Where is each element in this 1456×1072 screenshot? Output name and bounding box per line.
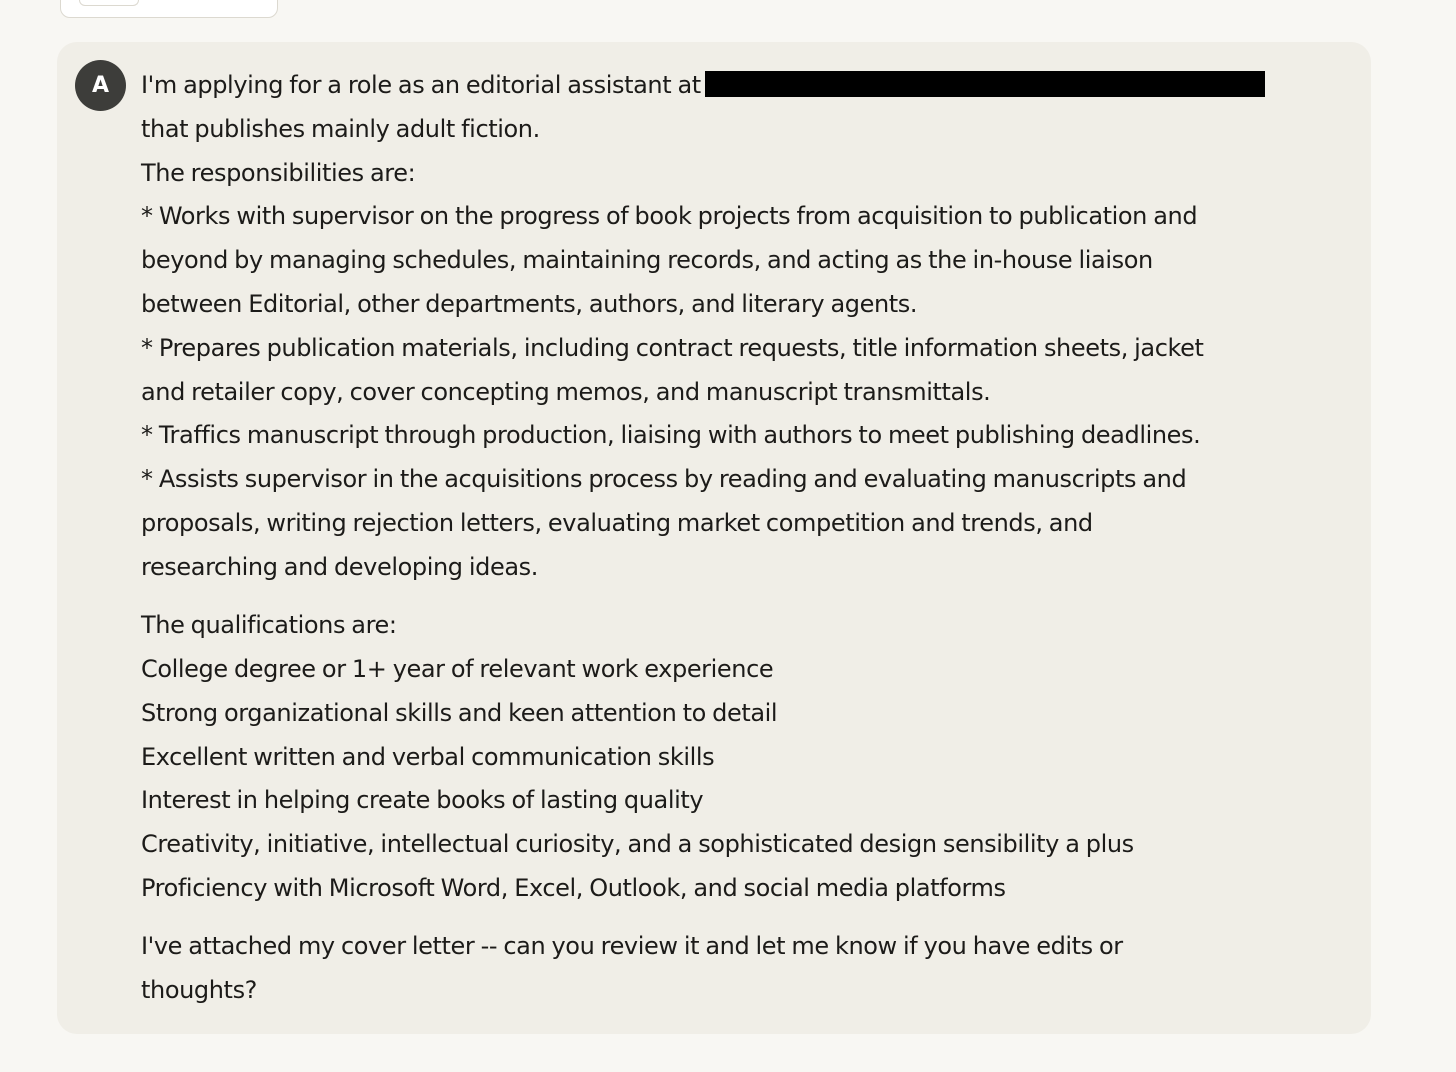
qualification-item: Excellent written and verbal communication skills — [141, 742, 715, 771]
attachment-thumbnail — [79, 0, 139, 6]
responsibilities-line: proposals, writing rejection letters, evaluating market competition and trends, and — [141, 508, 1093, 537]
responsibilities-line: * Prepares publication materials, including contract requests, title information sheets, jacket — [141, 333, 1204, 362]
responsibilities-line: researching and developing ideas. — [141, 552, 538, 581]
responsibilities-line: * Works with supervisor on the progress of book projects from acquisition to publication and — [141, 202, 1198, 231]
responsibilities-line: between Editorial, other departments, authors, and literary agents. — [141, 289, 918, 318]
qualifications-heading: The qualifications are: — [141, 611, 397, 640]
user-message — [57, 42, 1371, 1034]
responsibilities-line: * Assists supervisor in the acquisitions process by reading and evaluating manuscripts and — [141, 465, 1187, 494]
intro-continuation: that publishes mainly adult fiction. — [141, 114, 540, 143]
qualification-item: Interest in helping create books of lasting quality — [141, 786, 704, 815]
responsibilities-line: beyond by managing schedules, maintaining records, and acting as the in-house liaison — [141, 246, 1153, 275]
qualification-item: Proficiency with Microsoft Word, Excel, Outlook, and social media platforms — [141, 873, 1006, 902]
qualification-item: Creativity, initiative, intellectual curiosity, and a sophisticated design sensibility a plus — [141, 830, 1134, 859]
paragraph-gap — [141, 911, 1341, 926]
qualification-item: College degree or 1+ year of relevant work experience — [141, 654, 774, 683]
intro-text: I'm applying for a role as an editorial assistant at — [141, 71, 701, 99]
redaction-bar — [705, 71, 1265, 97]
user-avatar — [75, 60, 126, 111]
qualification-item: Strong organizational skills and keen attention to detail — [141, 698, 778, 727]
closing-line: I've attached my cover letter -- can you review it and let me know if you have edits or — [141, 932, 1123, 961]
message-intro-line — [141, 64, 1341, 108]
responsibilities-line: and retailer copy, cover concepting memos, and manuscript transmittals. — [141, 377, 991, 406]
paragraph-gap — [141, 590, 1341, 605]
responsibilities-heading: The responsibilities are: — [141, 158, 416, 187]
attachment-chip[interactable] — [60, 0, 278, 18]
closing-line: thoughts? — [141, 976, 258, 1005]
message-body — [141, 64, 1341, 1013]
avatar-initial: A — [91, 73, 110, 98]
responsibilities-line: * Traffics manuscript through production, liaising with authors to meet publishing deadlines. — [141, 421, 1201, 450]
